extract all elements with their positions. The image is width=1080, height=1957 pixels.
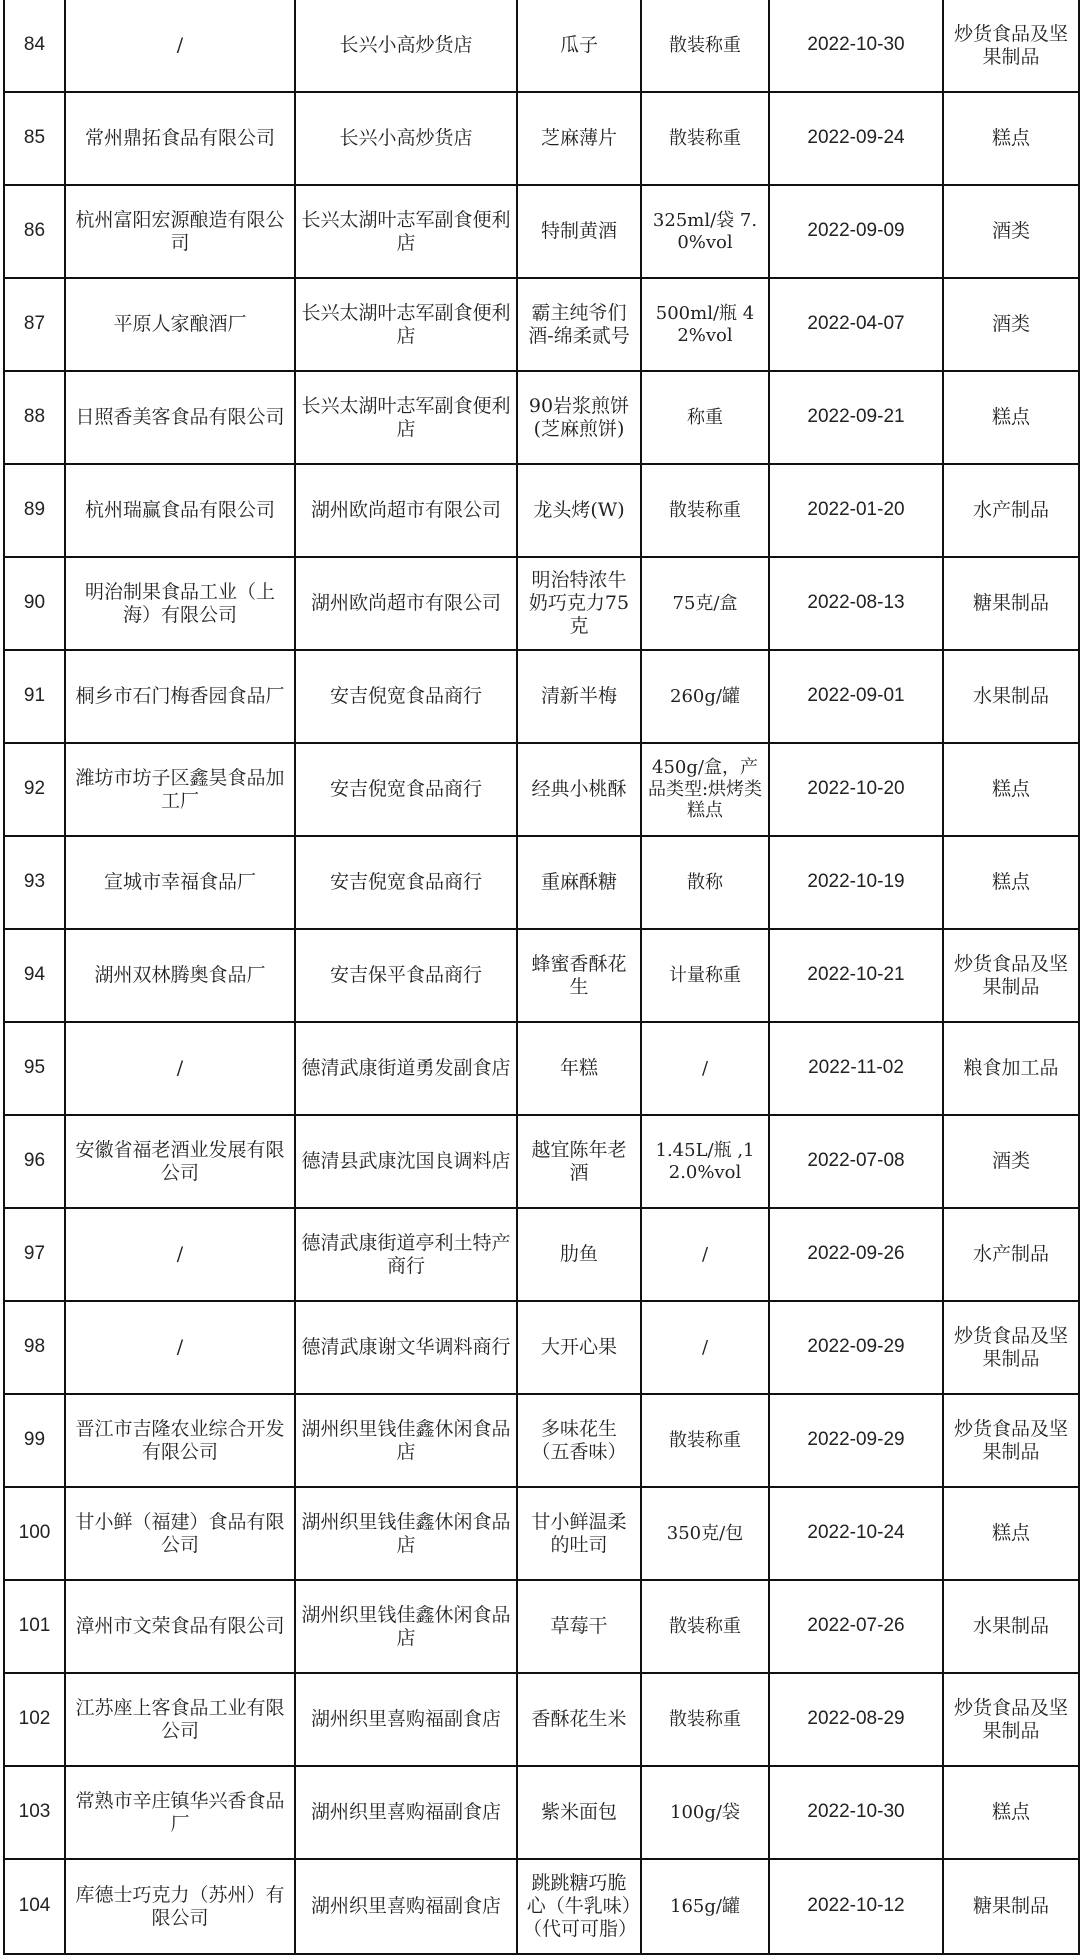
manufacturer-cell: 常州鼎拓食品有限公司	[65, 92, 295, 185]
production-date-cell: 2022-10-21	[769, 929, 943, 1022]
specification-cell: 500ml/瓶 42%vol	[641, 278, 769, 371]
food-category-cell: 炒货食品及坚果制品	[943, 1301, 1079, 1394]
production-date-cell: 2022-09-29	[769, 1301, 943, 1394]
manufacturer-cell: 明治制果食品工业（上海）有限公司	[65, 557, 295, 650]
product-name-cell: 90岩浆煎饼(芝麻煎饼)	[517, 371, 641, 464]
food-category-cell: 酒类	[943, 1115, 1079, 1208]
product-name-cell: 蜂蜜香酥花生	[517, 929, 641, 1022]
row-number-cell: 89	[4, 464, 65, 557]
table-row	[4, 1301, 1079, 1394]
row-number-cell: 103	[4, 1766, 65, 1859]
row-number-cell: 92	[4, 743, 65, 836]
manufacturer-cell: 晋江市吉隆农业综合开发有限公司	[65, 1394, 295, 1487]
product-name-cell: 瓜子	[517, 0, 641, 92]
food-category-cell: 水产制品	[943, 464, 1079, 557]
food-category-cell: 糖果制品	[943, 1859, 1079, 1954]
specification-cell: 散装称重	[641, 464, 769, 557]
production-date-cell: 2022-10-19	[769, 836, 943, 929]
product-name-cell: 霸主纯爷们酒-绵柔贰号	[517, 278, 641, 371]
production-date-cell: 2022-07-26	[769, 1580, 943, 1673]
food-category-cell: 炒货食品及坚果制品	[943, 1394, 1079, 1487]
food-category-cell: 糕点	[943, 92, 1079, 185]
product-name-cell: 紫米面包	[517, 1766, 641, 1859]
seller-cell: 湖州织里钱佳鑫休闲食品店	[295, 1394, 517, 1487]
row-number-cell: 91	[4, 650, 65, 743]
production-date-cell: 2022-10-12	[769, 1859, 943, 1954]
specification-cell: 称重	[641, 371, 769, 464]
specification-cell: 散装称重	[641, 92, 769, 185]
food-category-cell: 糕点	[943, 1487, 1079, 1580]
table-row	[4, 929, 1079, 1022]
row-number-cell: 94	[4, 929, 65, 1022]
table-row	[4, 0, 1079, 92]
seller-cell: 长兴太湖叶志军副食便利店	[295, 278, 517, 371]
food-category-cell: 炒货食品及坚果制品	[943, 1673, 1079, 1766]
row-number-cell: 99	[4, 1394, 65, 1487]
product-name-cell: 甘小鲜温柔的吐司	[517, 1487, 641, 1580]
production-date-cell: 2022-11-02	[769, 1022, 943, 1115]
seller-cell: 安吉倪宽食品商行	[295, 650, 517, 743]
table-row	[4, 836, 1079, 929]
product-name-cell: 特制黄酒	[517, 185, 641, 278]
specification-cell: 350克/包	[641, 1487, 769, 1580]
specification-cell: 260g/罐	[641, 650, 769, 743]
specification-cell: /	[641, 1022, 769, 1115]
food-category-cell: 酒类	[943, 185, 1079, 278]
specification-cell: 散称	[641, 836, 769, 929]
production-date-cell: 2022-01-20	[769, 464, 943, 557]
table-body	[4, 0, 1079, 1954]
food-category-cell: 水果制品	[943, 650, 1079, 743]
seller-cell: 德清武康街道勇发副食店	[295, 1022, 517, 1115]
food-category-cell: 酒类	[943, 278, 1079, 371]
table-row	[4, 1208, 1079, 1301]
production-date-cell: 2022-10-30	[769, 1766, 943, 1859]
table-row	[4, 1673, 1079, 1766]
production-date-cell: 2022-10-30	[769, 0, 943, 92]
food-category-cell: 粮食加工品	[943, 1022, 1079, 1115]
production-date-cell: 2022-09-24	[769, 92, 943, 185]
production-date-cell: 2022-09-21	[769, 371, 943, 464]
specification-cell: 1.45L/瓶 ,12.0%vol	[641, 1115, 769, 1208]
seller-cell: 湖州织里喜购福副食店	[295, 1859, 517, 1954]
food-category-cell: 糖果制品	[943, 557, 1079, 650]
table-row	[4, 1115, 1079, 1208]
food-category-cell: 水果制品	[943, 1580, 1079, 1673]
row-number-cell: 96	[4, 1115, 65, 1208]
manufacturer-cell: 宣城市幸福食品厂	[65, 836, 295, 929]
product-name-cell: 大开心果	[517, 1301, 641, 1394]
table-row	[4, 650, 1079, 743]
table-row	[4, 743, 1079, 836]
seller-cell: 湖州欧尚超市有限公司	[295, 557, 517, 650]
table-row	[4, 185, 1079, 278]
specification-cell: 325ml/袋 7.0%vol	[641, 185, 769, 278]
product-name-cell: 龙头烤(W)	[517, 464, 641, 557]
seller-cell: 安吉保平食品商行	[295, 929, 517, 1022]
seller-cell: 长兴太湖叶志军副食便利店	[295, 371, 517, 464]
specification-cell: 计量称重	[641, 929, 769, 1022]
seller-cell: 长兴太湖叶志军副食便利店	[295, 185, 517, 278]
table-row	[4, 1859, 1079, 1954]
row-number-cell: 85	[4, 92, 65, 185]
specification-cell: /	[641, 1208, 769, 1301]
specification-cell: 散装称重	[641, 0, 769, 92]
specification-cell: 散装称重	[641, 1580, 769, 1673]
food-category-cell: 水产制品	[943, 1208, 1079, 1301]
product-name-cell: 明治特浓牛奶巧克力75克	[517, 557, 641, 650]
row-number-cell: 84	[4, 0, 65, 92]
table-row	[4, 278, 1079, 371]
production-date-cell: 2022-09-26	[769, 1208, 943, 1301]
row-number-cell: 93	[4, 836, 65, 929]
seller-cell: 湖州织里钱佳鑫休闲食品店	[295, 1487, 517, 1580]
manufacturer-cell: 甘小鲜（福建）食品有限公司	[65, 1487, 295, 1580]
table-row	[4, 1394, 1079, 1487]
sampling-results-table	[3, 0, 1080, 1955]
production-date-cell: 2022-07-08	[769, 1115, 943, 1208]
manufacturer-cell: /	[65, 0, 295, 92]
seller-cell: 德清县武康沈国良调料店	[295, 1115, 517, 1208]
product-name-cell: 草莓干	[517, 1580, 641, 1673]
row-number-cell: 87	[4, 278, 65, 371]
product-name-cell: 年糕	[517, 1022, 641, 1115]
seller-cell: 湖州织里喜购福副食店	[295, 1673, 517, 1766]
manufacturer-cell: 湖州双林腾奥食品厂	[65, 929, 295, 1022]
manufacturer-cell: 安徽省福老酒业发展有限公司	[65, 1115, 295, 1208]
row-number-cell: 97	[4, 1208, 65, 1301]
seller-cell: 安吉倪宽食品商行	[295, 836, 517, 929]
manufacturer-cell: 日照香美客食品有限公司	[65, 371, 295, 464]
row-number-cell: 90	[4, 557, 65, 650]
production-date-cell: 2022-10-24	[769, 1487, 943, 1580]
food-category-cell: 糕点	[943, 743, 1079, 836]
manufacturer-cell: 库德士巧克力（苏州）有限公司	[65, 1859, 295, 1954]
seller-cell: 湖州织里钱佳鑫休闲食品店	[295, 1580, 517, 1673]
manufacturer-cell: 杭州富阳宏源酿造有限公司	[65, 185, 295, 278]
product-name-cell: 香酥花生米	[517, 1673, 641, 1766]
seller-cell: 德清武康街道亭利土特产商行	[295, 1208, 517, 1301]
row-number-cell: 104	[4, 1859, 65, 1954]
row-number-cell: 101	[4, 1580, 65, 1673]
specification-cell: 75克/盒	[641, 557, 769, 650]
manufacturer-cell: /	[65, 1022, 295, 1115]
product-name-cell: 重麻酥糖	[517, 836, 641, 929]
manufacturer-cell: 潍坊市坊子区鑫昊食品加工厂	[65, 743, 295, 836]
seller-cell: 湖州织里喜购福副食店	[295, 1766, 517, 1859]
food-category-cell: 糕点	[943, 836, 1079, 929]
specification-cell: 450g/盒，产品类型:烘烤类糕点	[641, 743, 769, 836]
food-category-cell: 糕点	[943, 371, 1079, 464]
production-date-cell: 2022-09-29	[769, 1394, 943, 1487]
specification-cell: 100g/袋	[641, 1766, 769, 1859]
production-date-cell: 2022-09-01	[769, 650, 943, 743]
table-row	[4, 1487, 1079, 1580]
product-name-cell: 多味花生（五香味）	[517, 1394, 641, 1487]
table-row	[4, 1766, 1079, 1859]
product-name-cell: 清新半梅	[517, 650, 641, 743]
seller-cell: 德清武康谢文华调料商行	[295, 1301, 517, 1394]
table-row	[4, 92, 1079, 185]
product-name-cell: 跳跳糖巧脆心（牛乳味）（代可可脂）	[517, 1859, 641, 1954]
specification-cell: 散装称重	[641, 1394, 769, 1487]
production-date-cell: 2022-08-29	[769, 1673, 943, 1766]
table-row	[4, 1580, 1079, 1673]
manufacturer-cell: 漳州市文荣食品有限公司	[65, 1580, 295, 1673]
product-name-cell: 肋鱼	[517, 1208, 641, 1301]
food-category-cell: 糕点	[943, 1766, 1079, 1859]
row-number-cell: 86	[4, 185, 65, 278]
row-number-cell: 98	[4, 1301, 65, 1394]
production-date-cell: 2022-09-09	[769, 185, 943, 278]
manufacturer-cell: 杭州瑞赢食品有限公司	[65, 464, 295, 557]
product-name-cell: 芝麻薄片	[517, 92, 641, 185]
row-number-cell: 102	[4, 1673, 65, 1766]
manufacturer-cell: /	[65, 1208, 295, 1301]
manufacturer-cell: 常熟市辛庄镇华兴香食品厂	[65, 1766, 295, 1859]
table-row	[4, 464, 1079, 557]
manufacturer-cell: 江苏座上客食品工业有限公司	[65, 1673, 295, 1766]
manufacturer-cell: 桐乡市石门梅香园食品厂	[65, 650, 295, 743]
table-row	[4, 371, 1079, 464]
row-number-cell: 100	[4, 1487, 65, 1580]
manufacturer-cell: /	[65, 1301, 295, 1394]
food-category-cell: 炒货食品及坚果制品	[943, 929, 1079, 1022]
food-category-cell: 炒货食品及坚果制品	[943, 0, 1079, 92]
product-name-cell: 经典小桃酥	[517, 743, 641, 836]
specification-cell: 散装称重	[641, 1673, 769, 1766]
specification-cell: /	[641, 1301, 769, 1394]
production-date-cell: 2022-04-07	[769, 278, 943, 371]
seller-cell: 湖州欧尚超市有限公司	[295, 464, 517, 557]
table-row	[4, 1022, 1079, 1115]
row-number-cell: 95	[4, 1022, 65, 1115]
production-date-cell: 2022-10-20	[769, 743, 943, 836]
row-number-cell: 88	[4, 371, 65, 464]
specification-cell: 165g/罐	[641, 1859, 769, 1954]
seller-cell: 长兴小高炒货店	[295, 92, 517, 185]
seller-cell: 安吉倪宽食品商行	[295, 743, 517, 836]
seller-cell: 长兴小高炒货店	[295, 0, 517, 92]
product-name-cell: 越宜陈年老酒	[517, 1115, 641, 1208]
manufacturer-cell: 平原人家酿酒厂	[65, 278, 295, 371]
production-date-cell: 2022-08-13	[769, 557, 943, 650]
table-row	[4, 557, 1079, 650]
